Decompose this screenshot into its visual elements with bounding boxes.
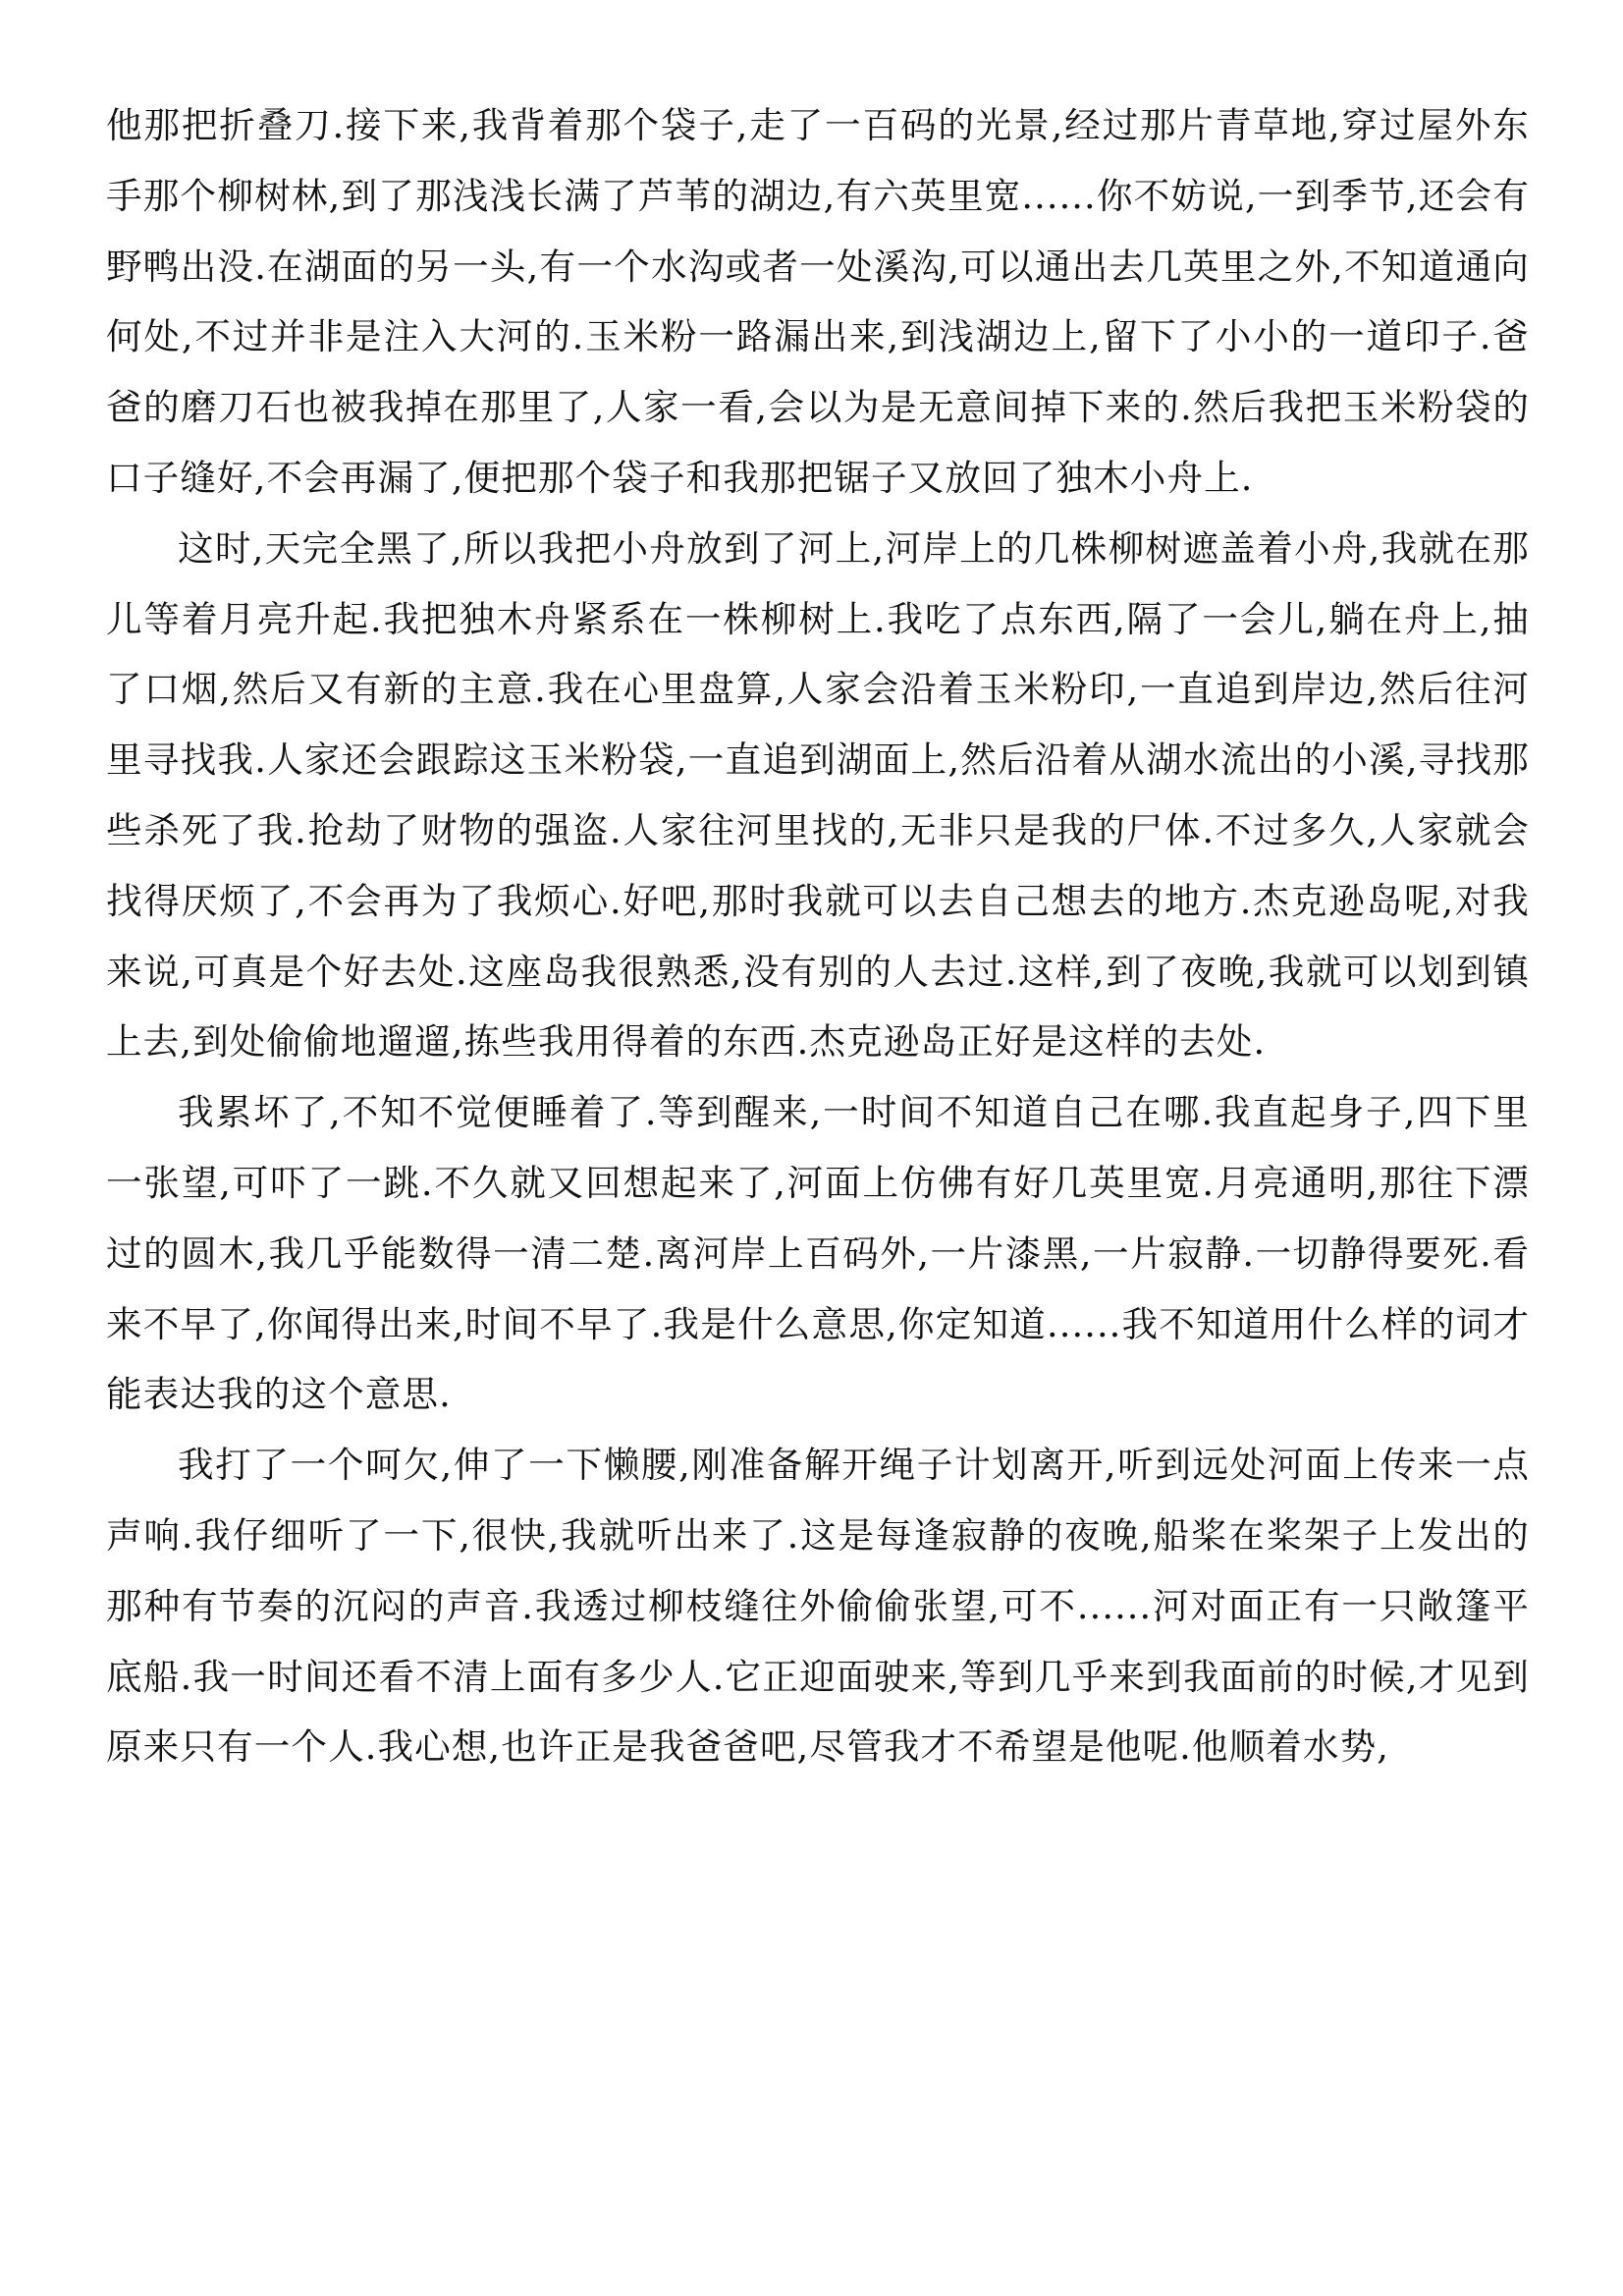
paragraph-2: 这时,天完全黑了,所以我把小舟放到了河上,河岸上的几株柳树遮盖着小舟,我就在那儿等着月亮升起.我把独木舟紧系在一株柳树上.我吃了点东西,隔了一会儿,躺在舟上,抽了口烟,然后又有新的主意.我在心里盘算,人家会沿着玉米粉印,一直追到岸边,然后往河里寻找我.人家还会跟踪这玉米粉袋,一直追到湖面上,然后沿着从湖水流出的小溪,寻找那些杀死了我.抢劫了财物的强盗.人家往河里找的,无非只是我的尸体.不过多久,人家就会找得厌烦了,不会再为了我烦心.好吧,那时我就可以去自己想去的地方.杰克逊岛呢,对我来说,可真是个好去处.这座岛我很熟悉,没有别的人去过.这样,到了夜晚,我就可以划到镇上去,到处偷偷地遛遛,拣些我用得着的东西.杰克逊岛正好是这样的去处. xyxy=(106,526,1530,1064)
document-page xyxy=(106,90,1530,2251)
paragraph-3: 我累坏了,不知不觉便睡着了.等到醒来,一时间不知道自己在哪.我直起身子,四下里一张望,可吓了一跳.不久就又回想起来了,河面上仿佛有好几英里宽.月亮通明,那往下漂过的圆木,我几乎能数得一清二楚.离河岸上百码外,一片漆黑,一片寂静.一切静得要死.看来不早了,你闻得出来,时间不早了.我是什么意思,你定知道......我不知道用什么样的词才能表达我的这个意思. xyxy=(106,1091,1530,1416)
paragraph-1: 他那把折叠刀.接下来,我背着那个袋子,走了一百码的光景,经过那片青草地,穿过屋外东手那个柳树林,到了那浅浅长满了芦苇的湖边,有六英里宽......你不妨说,一到季节,还会有野鸭出没.在湖面的另一头,有一个水沟或者一处溪沟,可以通出去几英里之外,不知道通向何处,不过并非是注入大河的.玉米粉一路漏出来,到浅湖边上,留下了小小的一道印子.爸爸的磨刀石也被我掉在那里了,人家一看,会以为是无意间掉下来的.然后我把玉米粉袋的口子缝好,不会再漏了,便把那个袋子和我那把锯子又放回了独木小舟上. xyxy=(106,104,1530,499)
paragraph-4: 我打了一个呵欠,伸了一下懒腰,刚准备解开绳子计划离开,听到远处河面上传来一点声响.我仔细听了一下,很快,我就听出来了.这是每逢寂静的夜晚,船桨在桨架子上发出的那种有节奏的沉闷的声音.我透过柳枝缝往外偷偷张望,可不......河对面正有一只敞篷平底船.我一时间还看不清上面有多少人.它正迎面驶来,等到几乎来到我面前的时候,才见到原来只有一个人.我心想,也许正是我爸爸吧,尽管我才不希望是他呢.他顺着水势, xyxy=(106,1444,1530,1769)
